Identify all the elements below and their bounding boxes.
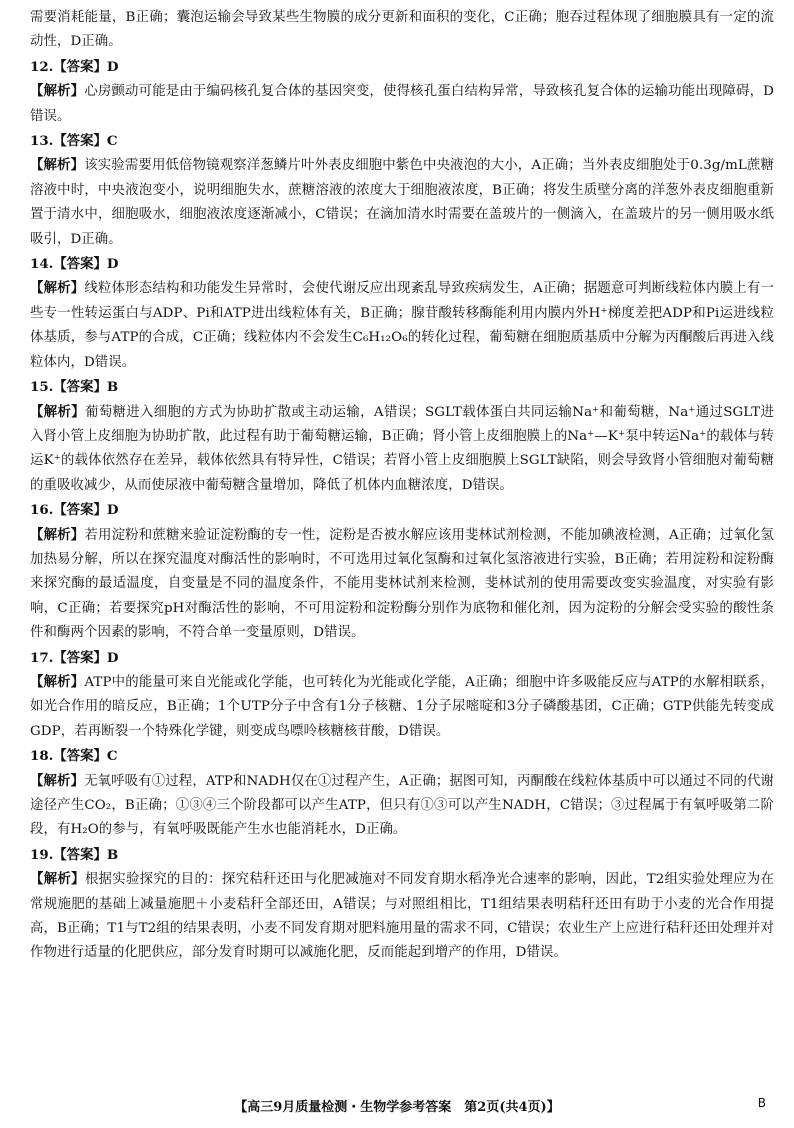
question-number: 15.	[30, 379, 54, 396]
answer-tag: 【答案】	[53, 133, 107, 150]
question-number: 17.	[30, 649, 54, 666]
question-number: 14.	[30, 256, 54, 273]
analysis-paragraph	[30, 523, 774, 646]
answer-value: B	[106, 846, 119, 863]
analysis-paragraph	[30, 153, 774, 252]
answer-line	[30, 744, 774, 768]
question-number: 12.	[30, 58, 54, 75]
analysis-text: ATP中的能量可来自光能或化学能，也可转化为光能或化学能，A正确；细胞中许多吸能反应与ATP的水解相联系，如光合作用的暗反应，B正确；1个UTP分子中含有1分子核糖、1分子尿嘧啶和3分子磷酸基团，C正确；GTP供能先转变成GDP，若再断裂一个特殊化学键，则变成鸟嘌呤核糖核苷酸，D错误。	[30, 674, 774, 739]
analysis-text: 无氧呼吸有①过程，ATP和NADH仅在①过程产生，A正确；据图可知，丙酮酸在线粒体基质中可以通过不同的代谢途径产生CO₂，B正确；①③④三个阶段都可以产生ATP，但只有①③可以产生NADH，C错误；③过程属于有氧呼吸第二阶段，有H₂O的参与，有氧呼吸既能产生水也能消耗水，D正确。	[30, 773, 774, 838]
analysis-tag: 【解析】	[30, 403, 86, 420]
analysis-paragraph	[30, 769, 774, 843]
answer-value: C	[106, 748, 118, 765]
analysis-text: 葡萄糖进入细胞的方式为协助扩散或主动运输，A错误；SGLT载体蛋白共同运输Na⁺和葡萄糖，Na⁺通过SGLT进入肾小管上皮细胞为协助扩散，此过程有助于葡萄糖运输，B正确；肾小管上皮细胞膜上的Na⁺—K⁺泵中转运Na⁺的载体与转运K⁺的载体依然存在差异，载体依然具有特异性，C错误；若肾小管上皮细胞膜上SGLT缺陷，则会导致肾小管细胞对葡萄糖的重吸收减少，从而使尿液中葡萄糖含量增加，降低了机体内血糖浓度，D错误。	[30, 404, 774, 493]
footer-version: B	[757, 1096, 766, 1110]
question-number: 19.	[30, 846, 54, 863]
question-number: 18.	[30, 748, 54, 765]
question-number: 16.	[30, 502, 54, 519]
answer-value: D	[106, 649, 119, 666]
analysis-paragraph	[30, 276, 774, 375]
answer-tag: 【答案】	[53, 502, 107, 519]
analysis-tag: 【解析】	[30, 526, 85, 543]
analysis-tag: 【解析】	[30, 157, 85, 174]
answer-value: D	[106, 58, 119, 75]
analysis-text: 该实验需要用低倍物镜观察洋葱鳞片叶外表皮细胞中紫色中央液泡的大小，A正确；当外表皮细胞处于0.3g/mL蔗糖溶液中时，中央液泡变小，说明细胞失水，蔗糖溶液的浓度大于细胞液浓度，B正确；将发生质壁分离的洋葱外表皮细胞重新置于清水中，细胞吸水，细胞液浓度逐渐减小，C错误；在滴加清水时需要在盖玻片的一侧滴入，在盖玻片的另一侧用吸水纸吸引，D正确。	[30, 158, 774, 247]
answer-value: D	[106, 502, 119, 519]
answer-line	[30, 55, 774, 79]
answer-line	[30, 252, 774, 276]
analysis-text: 心房颤动可能是由于编码核孔复合体的基因突变，使得核孔蛋白结构异常，导致核孔复合体的运输功能出现障碍，D错误。	[30, 84, 774, 124]
analysis-tag: 【解析】	[30, 673, 85, 690]
footer-title: 【高三9月质量检测・生物学参考答案 第2页(共4页)】	[234, 1100, 560, 1115]
analysis-paragraph	[30, 867, 774, 966]
analysis-tag: 【解析】	[30, 280, 85, 297]
answer-tag: 【答案】	[53, 846, 107, 863]
analysis-text: 线粒体形态结构和功能发生异常时，会使代谢反应出现紊乱导致疾病发生，A正确；据题意可判断线粒体内膜上有一些专一性转运蛋白与ADP、Pi和ATP进出线粒体有关，B正确；腺苷酸转移酶能利用内膜内外H⁺梯度差把ADP和Pi运进线粒体基质，参与ATP的合成，C正确；线粒体内不会发生C₆H₁₂O₆的转化过程，葡萄糖在细胞质基质中分解为丙酮酸后再进入线粒体内，D错误。	[30, 281, 774, 370]
answer-tag: 【答案】	[53, 379, 107, 396]
analysis-paragraph	[30, 400, 774, 499]
answer-tag: 【答案】	[53, 256, 107, 273]
continuation-paragraph: 需要消耗能量，B正确；囊泡运输会导致某些生物膜的成分更新和面积的变化，C正确；胞吞过程体现了细胞膜具有一定的流动性，D正确。	[30, 10, 774, 50]
answer-line	[30, 646, 774, 670]
answer-value: D	[106, 256, 119, 273]
answer-items	[30, 55, 774, 966]
question-number: 13.	[30, 133, 54, 150]
answer-line	[30, 129, 774, 153]
analysis-text: 若用淀粉和蔗糖来验证淀粉酶的专一性，淀粉是否被水解应该用斐林试剂检测，不能加碘液检测，A正确；过氧化氢加热易分解，所以在探究温度对酶活性的影响时，不可选用过氧化氢酶和过氧化氢溶液进行实验，B正确；若用淀粉和淀粉酶来探究酶的最适温度，自变量是不同的温度条件，不能用斐林试剂来检测，斐林试剂的使用需要改变实验温度，对实验有影响，C正确；若要探究pH对酶活性的影响，不可用淀粉和淀粉酶分别作为底物和催化剂，因为淀粉的分解会受实验的酸性条件和酶两个因素的影响，不符合单一变量原则，D错误。	[30, 527, 774, 641]
answer-line	[30, 498, 774, 522]
analysis-paragraph	[30, 670, 774, 744]
answer-tag: 【答案】	[53, 748, 107, 765]
page-footer	[0, 1092, 794, 1120]
analysis-tag: 【解析】	[30, 772, 85, 789]
analysis-tag: 【解析】	[30, 83, 85, 100]
analysis-paragraph	[30, 79, 774, 129]
answer-tag: 【答案】	[53, 649, 107, 666]
analysis-text: 根据实验探究的目的：探究秸秆还田与化肥减施对不同发育期水稻净光合速率的影响，因此，T2组实验处理应为在常规施肥的基础上减量施肥＋小麦秸秆全部还田，A错误；与对照组相比，T1组结果表明秸秆还田有助于小麦的光合作用提高，B正确；T1与T2组的结果表明，小麦不同发育期对肥料施用量的需求不同，C错误；农业生产上应进行秸秆还田处理并对作物进行适量的化肥供应，部分发育时期可以减施化肥，反而能起到增产的作用，D错误。	[30, 872, 775, 961]
answer-content	[30, 6, 774, 966]
answer-value: C	[106, 133, 118, 150]
answer-value: B	[106, 379, 119, 396]
answer-line	[30, 843, 774, 867]
answer-tag: 【答案】	[53, 58, 107, 75]
analysis-tag: 【解析】	[30, 871, 85, 888]
answer-line	[30, 375, 774, 399]
